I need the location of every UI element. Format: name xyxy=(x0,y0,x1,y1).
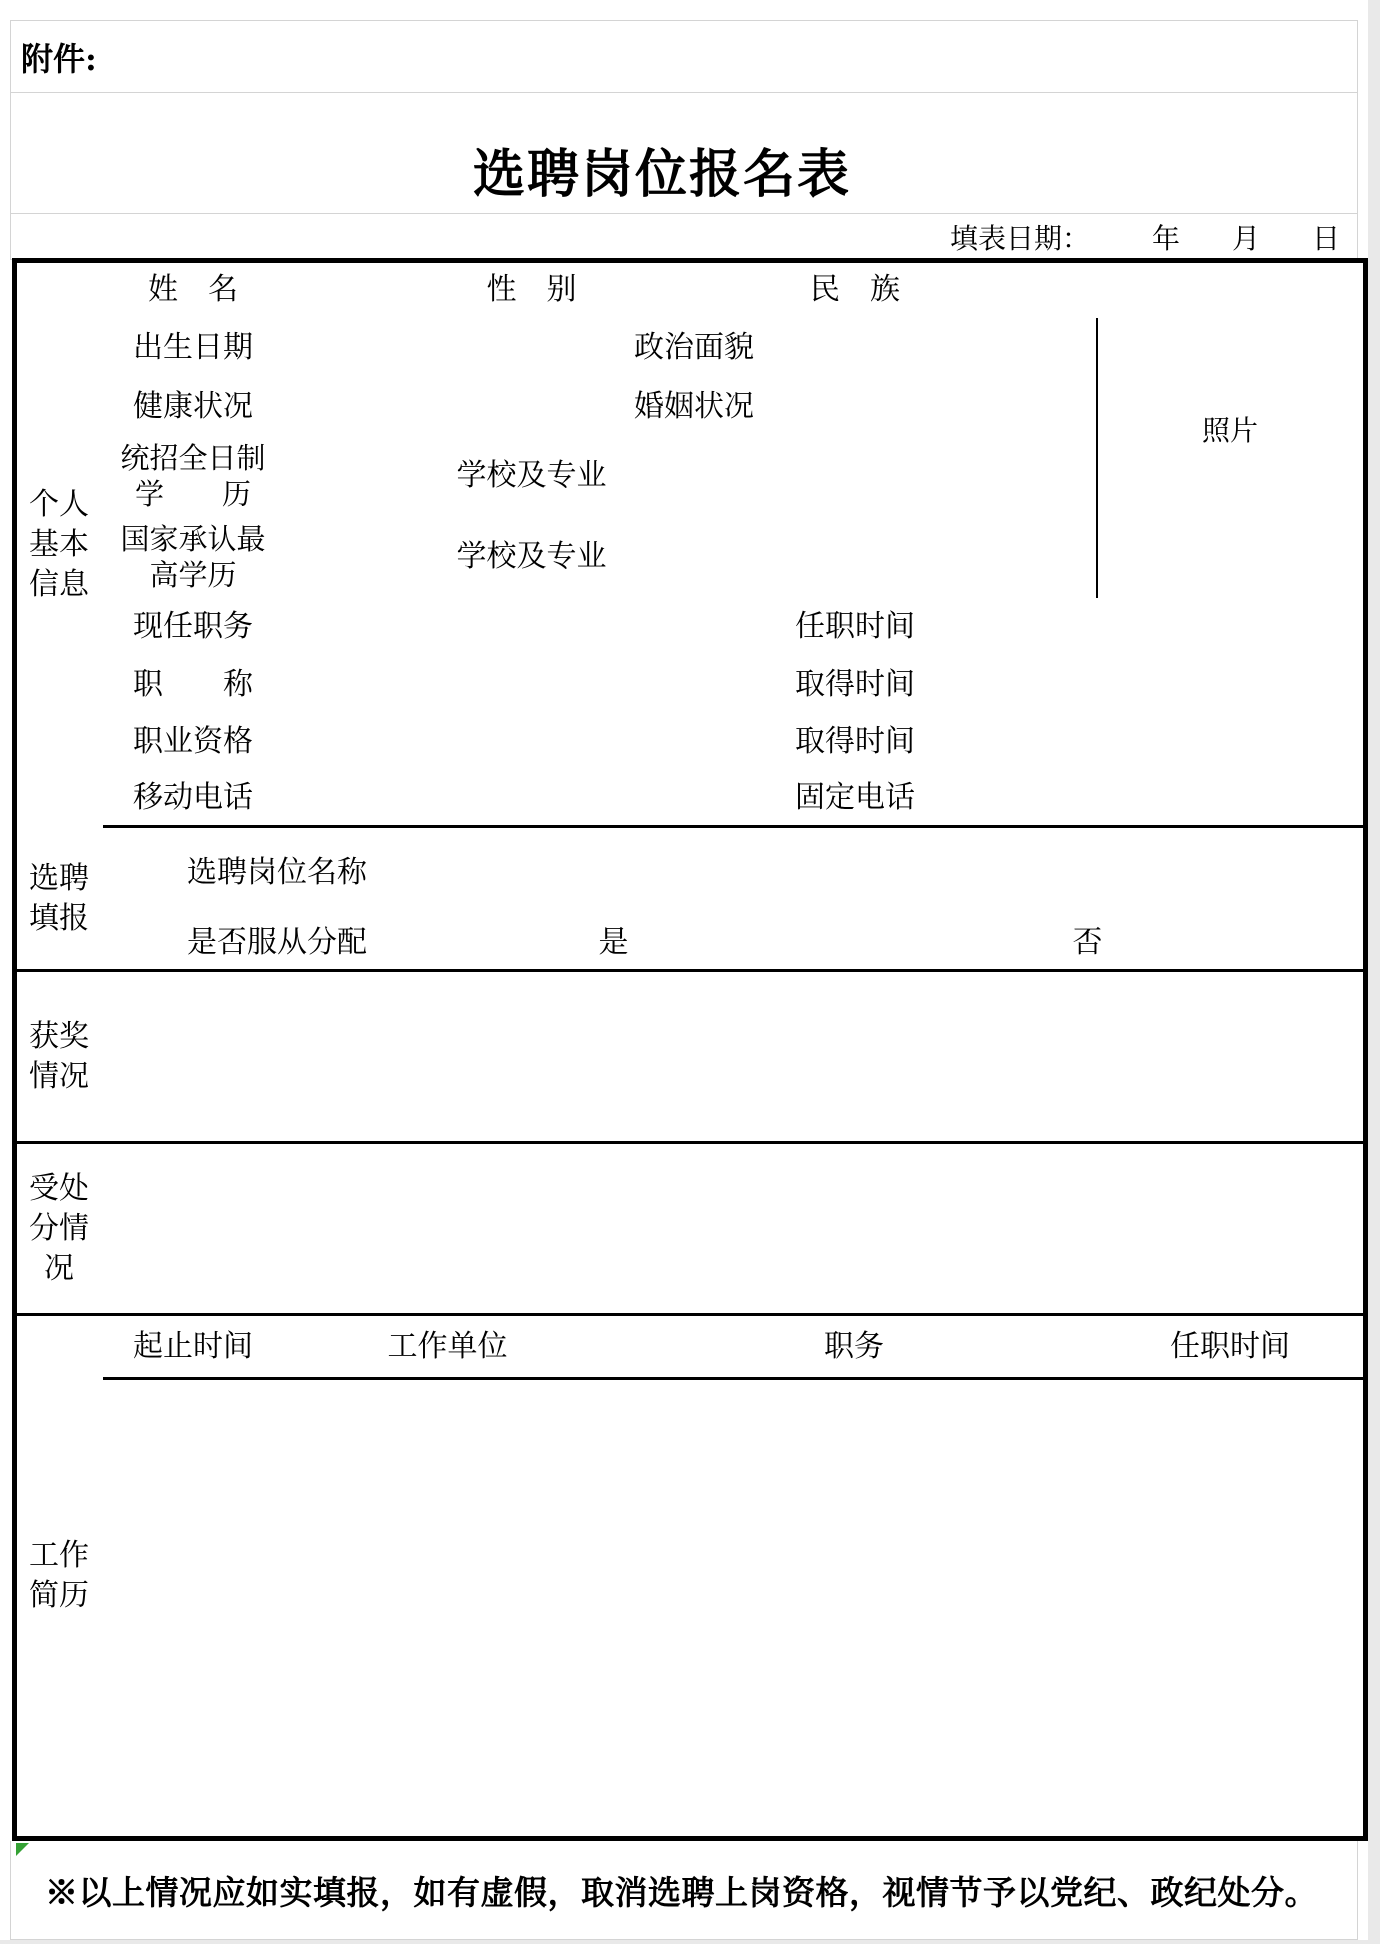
work-history-cell[interactable] xyxy=(103,1445,285,1512)
work-history-cell[interactable] xyxy=(1096,1774,1366,1836)
qualification-label: 职业资格 xyxy=(103,713,285,773)
birth-date-value-cell[interactable] xyxy=(283,318,614,380)
ethnic-value-cell[interactable] xyxy=(934,262,1098,320)
work-history-cell[interactable] xyxy=(612,1709,1098,1776)
punishment-content-cell[interactable] xyxy=(103,1144,1366,1318)
ethnic-label: 民 族 xyxy=(776,262,936,320)
work-history-cell[interactable] xyxy=(612,1643,1098,1711)
work-history-cell[interactable] xyxy=(612,1380,1098,1447)
work-col-position: 职务 xyxy=(612,1316,1098,1382)
current-position-value-cell[interactable] xyxy=(283,598,778,658)
work-col-tenure: 任职时间 xyxy=(1096,1316,1366,1382)
gender-value-cell[interactable] xyxy=(612,262,778,320)
qualification-obtain-time-label: 取得时间 xyxy=(776,713,936,773)
health-value-cell[interactable] xyxy=(283,378,614,438)
highest-education-value-cell[interactable] xyxy=(283,515,453,600)
work-history-cell[interactable] xyxy=(283,1380,614,1447)
qualification-value-cell[interactable] xyxy=(283,713,778,773)
work-history-cell[interactable] xyxy=(1096,1445,1366,1512)
birth-date-label: 出生日期 xyxy=(103,318,285,380)
work-history-cell[interactable] xyxy=(103,1774,285,1836)
fill-date-row xyxy=(11,214,1357,260)
qualification-obtain-time-value-cell[interactable] xyxy=(934,713,1366,773)
fulltime-education-label: 统招全日制 学 历 xyxy=(103,436,285,517)
school-major-value-cell-1[interactable] xyxy=(612,436,1098,517)
work-history-cell[interactable] xyxy=(612,1510,1098,1579)
current-position-label: 现任职务 xyxy=(103,598,285,658)
marital-label: 婚姻状况 xyxy=(612,378,778,438)
school-major-label-1: 学校及专业 xyxy=(451,436,614,517)
marital-value-cell[interactable] xyxy=(776,378,1098,438)
work-col-period: 起止时间 xyxy=(103,1316,285,1382)
section-personal-info: 个人 基本 信息 xyxy=(15,262,105,830)
work-history-cell[interactable] xyxy=(283,1774,614,1836)
highest-education-label: 国家承认最 高学历 xyxy=(103,515,285,600)
page-title: 选聘岗位报名表 xyxy=(472,144,851,205)
work-history-cell[interactable] xyxy=(103,1380,285,1447)
prof-title-label: 职 称 xyxy=(103,656,285,715)
attachment-row xyxy=(11,21,1357,93)
political-status-label: 政治面貌 xyxy=(612,318,778,380)
work-history-cell[interactable] xyxy=(612,1577,1098,1645)
work-history-cell[interactable] xyxy=(283,1709,614,1776)
work-history-cell[interactable] xyxy=(612,1445,1098,1512)
prof-title-value-cell[interactable] xyxy=(283,656,778,715)
obey-assignment-label: 是否服从分配 xyxy=(103,917,453,974)
political-status-value-cell[interactable] xyxy=(776,318,1098,380)
fill-date-month: 月 xyxy=(1231,222,1260,255)
work-history-cell[interactable] xyxy=(283,1643,614,1711)
school-major-label-2: 学校及专业 xyxy=(451,515,614,600)
name-value-cell[interactable] xyxy=(283,262,453,320)
mobile-phone-label: 移动电话 xyxy=(103,771,285,830)
section-work-history: 工作 简历 xyxy=(15,1316,105,1836)
title-obtain-time-label: 取得时间 xyxy=(776,656,936,715)
tenure-time-value-cell[interactable] xyxy=(934,598,1366,658)
obey-no-option[interactable]: 否 xyxy=(934,917,1243,974)
work-history-cell[interactable] xyxy=(1096,1577,1366,1645)
work-history-cell[interactable] xyxy=(612,1774,1098,1836)
school-major-value-cell-2[interactable] xyxy=(612,515,1098,600)
title-row xyxy=(11,93,1357,214)
awards-content-cell[interactable] xyxy=(103,972,1366,1146)
landline-phone-label: 固定电话 xyxy=(776,771,936,830)
mobile-phone-value-cell[interactable] xyxy=(283,771,778,830)
section-punishment: 受处 分情 况 xyxy=(15,1144,105,1318)
footer-note-text: ※以上情况应如实填报，如有虚假，取消选聘上岗资格，视情节予以党纪、政纪处分。 xyxy=(45,1872,1318,1912)
fill-date-day: 日 xyxy=(1311,222,1340,255)
tenure-time-label: 任职时间 xyxy=(776,598,936,658)
obey-yes-option[interactable]: 是 xyxy=(451,917,778,974)
fill-date-label: 填表日期： xyxy=(949,222,1090,255)
form-header xyxy=(10,20,1358,260)
title-obtain-time-value-cell[interactable] xyxy=(934,656,1366,715)
work-history-cell[interactable] xyxy=(283,1510,614,1579)
excel-corner-marker xyxy=(16,1843,29,1856)
work-history-cell[interactable] xyxy=(103,1510,285,1579)
health-label: 健康状况 xyxy=(103,378,285,438)
gender-label: 性 别 xyxy=(451,262,614,320)
fulltime-education-value-cell[interactable] xyxy=(283,436,453,517)
work-history-cell[interactable] xyxy=(103,1643,285,1711)
work-history-cell[interactable] xyxy=(103,1577,285,1645)
footer-note-row xyxy=(10,1841,1358,1940)
work-history-cell[interactable] xyxy=(1096,1380,1366,1447)
work-history-cell[interactable] xyxy=(1096,1709,1366,1776)
work-history-cell[interactable] xyxy=(103,1709,285,1776)
obey-yes-check-cell[interactable] xyxy=(776,917,936,974)
post-name-label: 选聘岗位名称 xyxy=(103,828,453,919)
work-history-cell[interactable] xyxy=(283,1577,614,1645)
work-history-cell[interactable] xyxy=(283,1445,614,1512)
fill-date-year: 年 xyxy=(1151,222,1180,255)
name-label: 姓 名 xyxy=(103,262,285,320)
work-history-cell[interactable] xyxy=(1096,1643,1366,1711)
section-awards: 获奖 情况 xyxy=(15,972,105,1146)
obey-no-check-cell[interactable] xyxy=(1241,917,1366,974)
attachment-label: 附件: xyxy=(21,39,97,78)
photo-cell[interactable]: 照片 xyxy=(1096,262,1366,600)
landline-phone-value-cell[interactable] xyxy=(934,771,1366,830)
work-col-employer: 工作单位 xyxy=(283,1316,614,1382)
section-application: 选聘 填报 xyxy=(15,828,105,974)
work-history-cell[interactable] xyxy=(1096,1510,1366,1579)
post-name-value-cell[interactable] xyxy=(451,828,1366,919)
